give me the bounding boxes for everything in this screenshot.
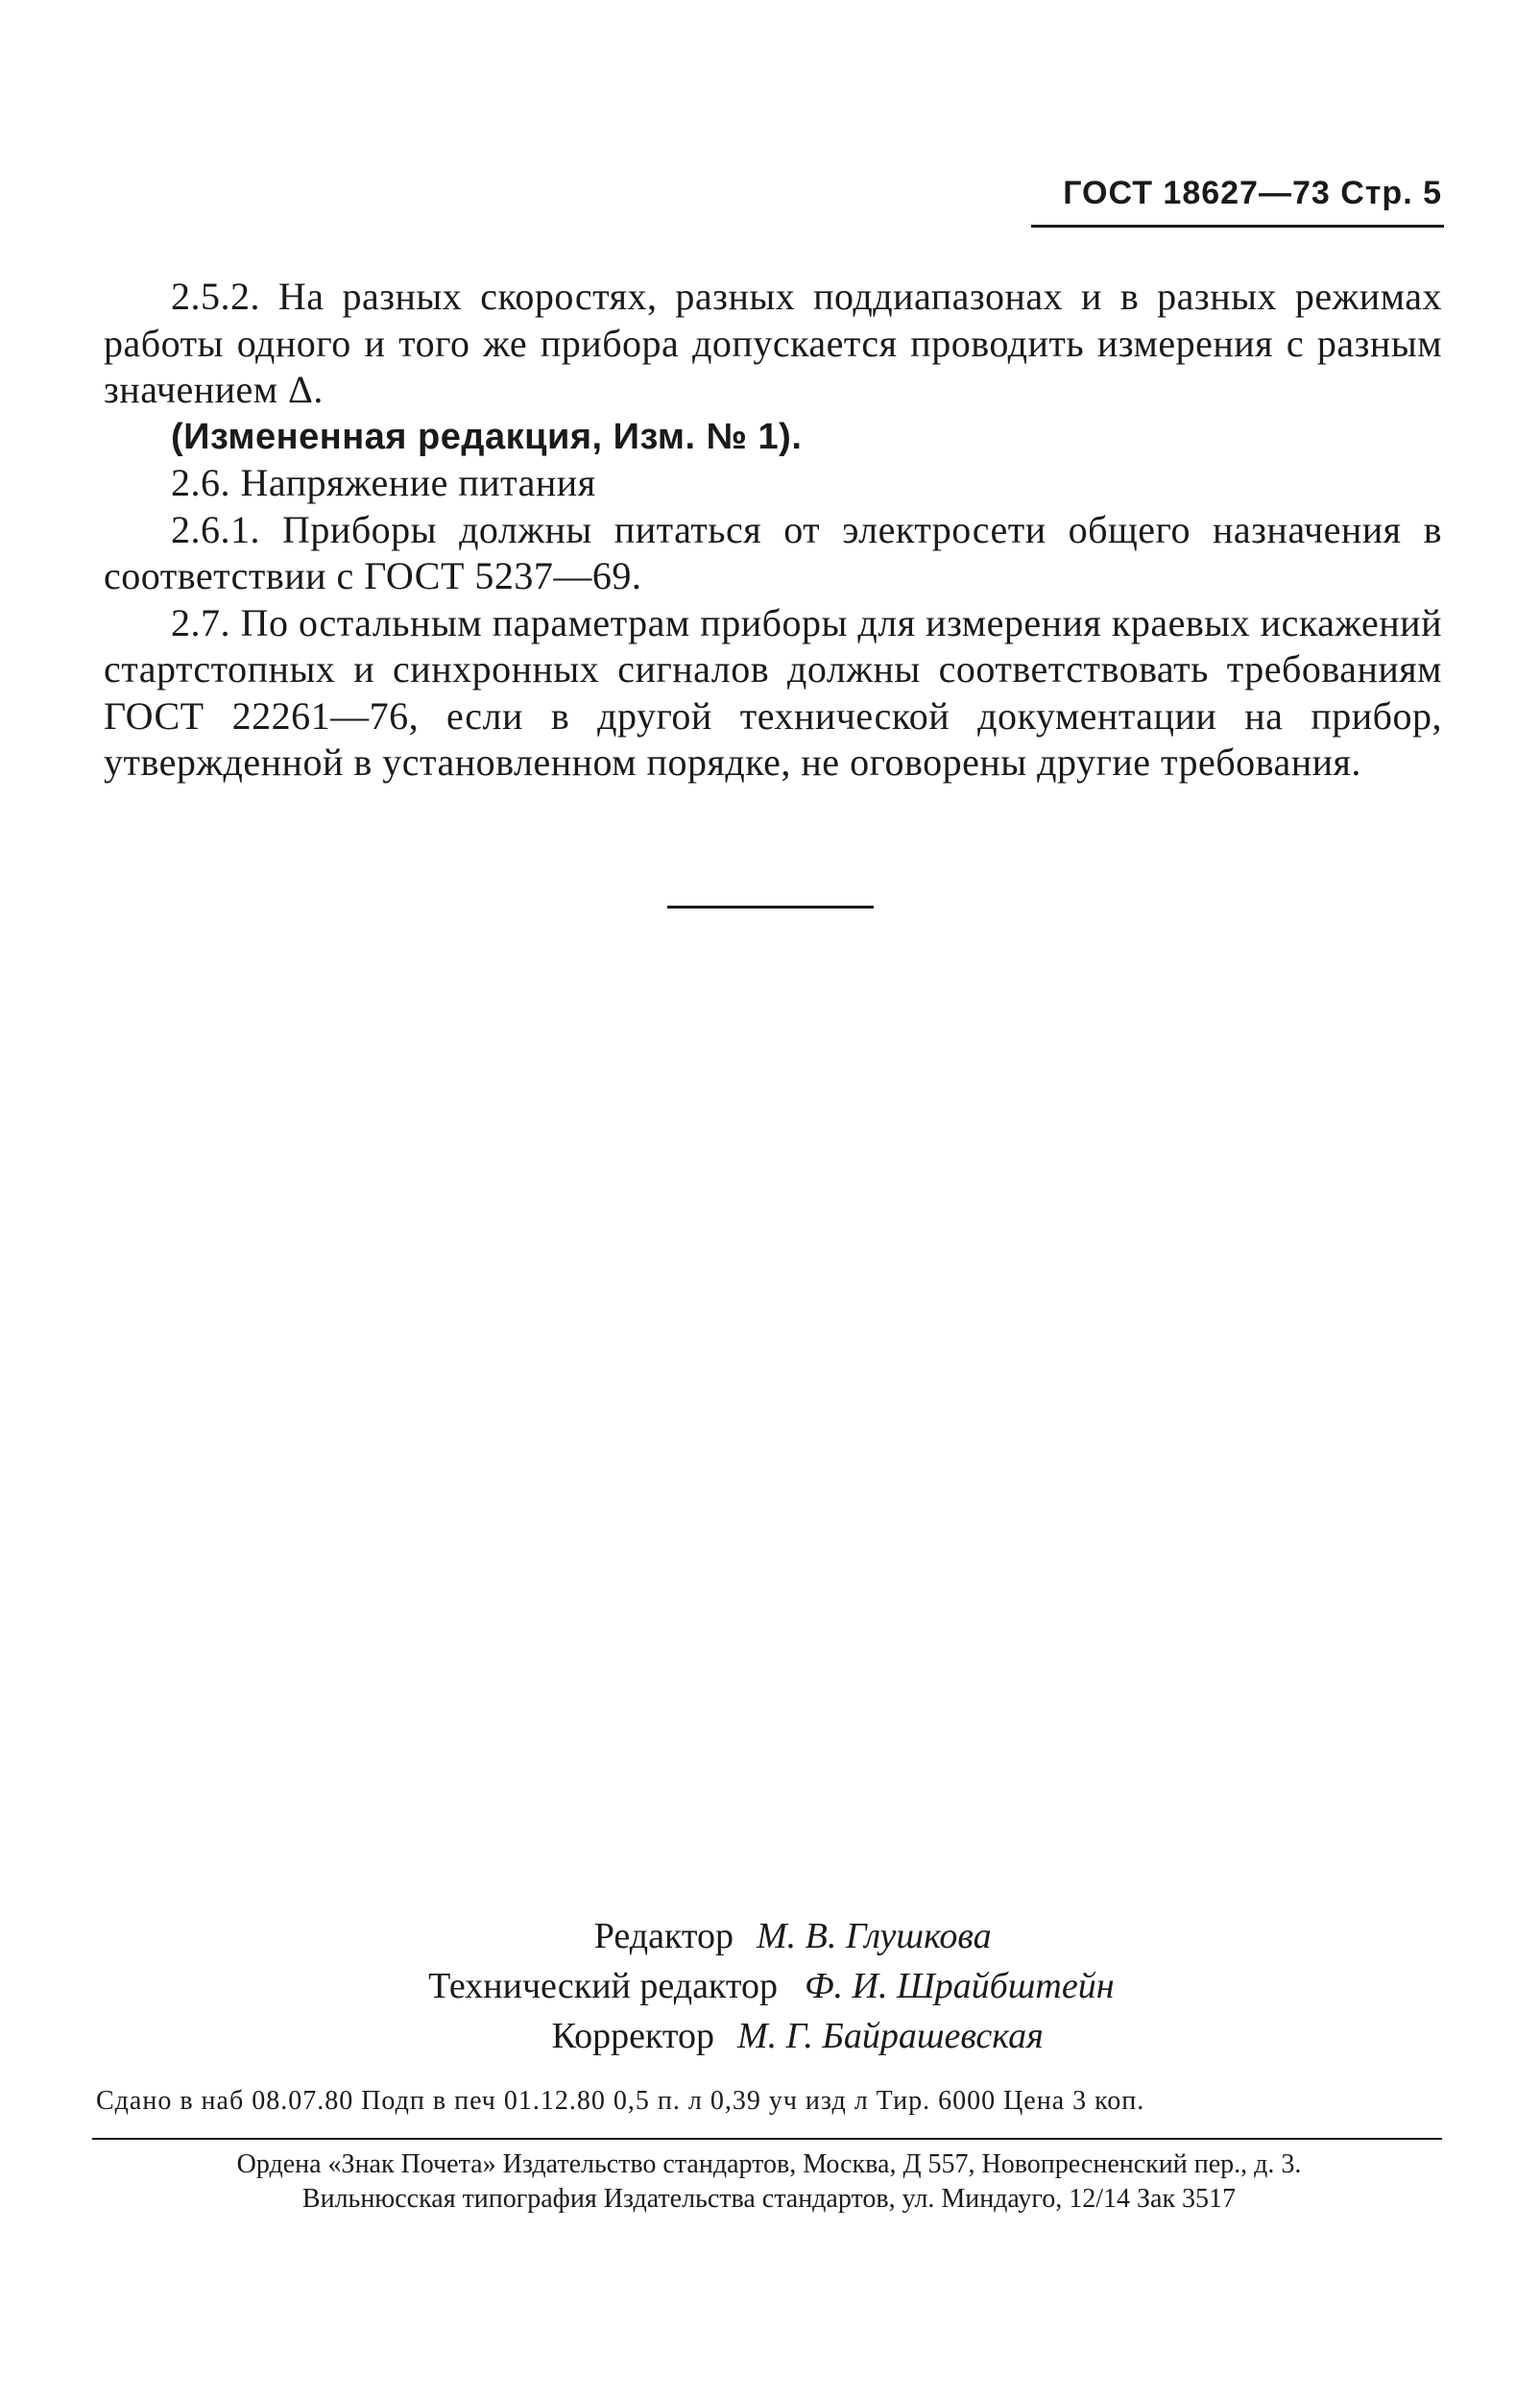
imprint-rule [92,2138,1442,2140]
editor-name: М. В. Глушкова [757,1916,992,1956]
paragraph-2-5-2: 2.5.2. На разных скоростях, разных поддиапазонах и в разных режимах работы одного и того же прибора допускается проводить измерения с разным значением Δ. [104,275,1442,411]
print-imprint: Сдано в наб 08.07.80 Подп в печ 01.12.80 0,5 п. л 0,39 уч изд л Тир. 6000 Цена 3 коп. [96,2086,1145,2116]
credits [0,1911,1540,2061]
corrector-role: Корректор [551,2016,714,2056]
paragraph-2-6-1: 2.6.1. Приборы должны питаться от электросети общего назначения в соответствии с ГОСТ 5237—69. [104,507,1442,597]
publisher-line-1: Ордена «Знак Почета» Издательство стандартов, Москва, Д 557, Новопресненский пер., д. 3. [236,2149,1302,2179]
page-header: ГОСТ 18627—73 Стр. 5 [1063,175,1442,211]
editor-role: Редактор [593,1916,734,1956]
corrector-name: М. Г. Байрашевская [737,2016,1044,2056]
body-text [104,274,1442,787]
header-rule [1031,225,1444,228]
credit-tech-editor [0,1961,1540,2011]
credit-corrector [0,2011,1540,2061]
publisher-line-2: Вильнюсская типография Издательства стандартов, ул. Миндауго, 12/14 Зак 3517 [301,2184,1237,2214]
publisher-info [92,2147,1446,2217]
paragraph-2-6: 2.6. Напряжение питания [171,461,596,504]
tech-editor-name: Ф. И. Шрайбштейн [805,1966,1115,2006]
paragraph-2-7: 2.7. По остальным параметрам приборы для измерения краевых искажений стартстопных и синхронных сигналов должны соответствовать требованиям ГОСТ 22261—76, если в другой технической документации на прибор, утвержденной в установленном порядке, не оговорены другие требования. [104,600,1442,784]
section-end-rule [667,906,874,909]
credit-editor [0,1911,1540,1961]
amendment-note: (Измененная редакция, Изм. № 1). [171,416,803,457]
tech-editor-role: Технический редактор [428,1966,778,2006]
